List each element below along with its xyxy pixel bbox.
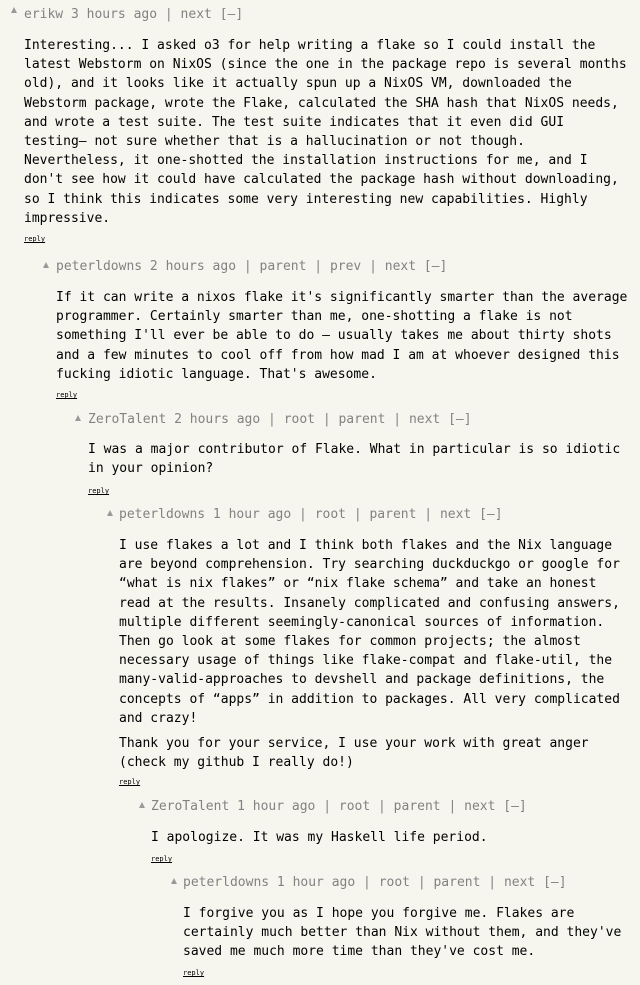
reply-link[interactable]: reply — [56, 391, 78, 399]
comment-age[interactable]: 1 hour ago — [276, 875, 356, 890]
comment-user[interactable]: ZeroTalent — [151, 799, 230, 814]
comment-age[interactable]: 2 hours ago — [174, 412, 261, 427]
nav-next-link[interactable]: next — [439, 507, 472, 522]
collapse-toggle[interactable]: [–] — [479, 507, 503, 522]
comment-header: peterldowns 1 hour ago | root | parent | next [–] — [183, 875, 567, 890]
upvote-arrow-icon[interactable] — [43, 262, 49, 268]
nav-parent-link[interactable]: parent — [259, 259, 307, 274]
comment-header: peterldowns 2 hours ago | parent | prev | next [–] — [56, 259, 448, 274]
reply-link-wrap — [56, 390, 77, 400]
reply-link-wrap — [88, 486, 109, 496]
nav-root-link[interactable]: root — [378, 875, 410, 890]
nav-root-link[interactable]: root — [283, 412, 315, 427]
reply-link-wrap — [119, 777, 140, 787]
nav-parent-link[interactable]: parent — [338, 412, 386, 427]
comment-user[interactable]: erikw — [24, 7, 64, 22]
upvote-arrow-icon[interactable] — [75, 415, 81, 421]
reply-link[interactable]: reply — [119, 778, 141, 786]
reply-link[interactable]: reply — [183, 969, 205, 977]
collapse-toggle[interactable]: [–] — [503, 799, 527, 814]
nav-parent-link[interactable]: parent — [433, 875, 481, 890]
comment-header: peterldowns 1 hour ago | root | parent | next [–] — [119, 507, 503, 522]
comment-user[interactable]: peterldowns — [183, 875, 270, 890]
comment-text — [183, 904, 634, 968]
collapse-toggle[interactable]: [–] — [423, 259, 448, 274]
nav-next-link[interactable]: next — [180, 7, 212, 22]
nav-root-link[interactable]: root — [338, 799, 371, 814]
nav-next-link[interactable]: next — [384, 259, 417, 274]
upvote-arrow-icon[interactable] — [11, 7, 17, 13]
reply-link[interactable]: reply — [88, 487, 110, 495]
comment-header: ZeroTalent 2 hours ago | root | parent | next [–] — [88, 412, 472, 427]
comment-text — [24, 36, 634, 234]
comment-text — [88, 440, 634, 484]
comment-text — [56, 288, 634, 390]
nav-next-link[interactable]: next — [503, 875, 536, 890]
nav-next-link[interactable]: next — [408, 412, 441, 427]
reply-link-wrap — [24, 234, 45, 244]
comment-paragraph: Thank you for your service, I use your work with great anger (check my github I really do!) — [119, 736, 589, 771]
comment-header: ZeroTalent 1 hour ago | root | parent | next [–] — [151, 799, 527, 814]
reply-link[interactable]: reply — [24, 235, 46, 243]
comment-age[interactable]: 3 hours ago — [70, 7, 158, 22]
comment-paragraph: I apologize. It was my Haskell life period. — [151, 830, 488, 845]
nav-parent-link[interactable]: parent — [393, 799, 441, 814]
upvote-arrow-icon[interactable] — [171, 878, 177, 884]
comment-text — [151, 828, 634, 853]
upvote-arrow-icon[interactable] — [107, 510, 113, 516]
reply-link[interactable]: reply — [151, 855, 173, 863]
nav-prev-link[interactable]: prev — [329, 259, 362, 274]
comment-age[interactable]: 2 hours ago — [149, 259, 237, 274]
comment-text — [119, 536, 634, 778]
comment-paragraph: If it can write a nixos flake it's significantly smarter than the average programmer. Certainly smarter than me, one-shotting a flake is not something I'll ever be able to do — usually takes me about thirty shots and a few minutes to cool off from how mad I am at whoever designed this fucking idiotic language. That's awesome. — [56, 290, 628, 382]
comment-paragraph: I forgive you as I hope you forgive me. Flakes are certainly much better than Nix without them, and they've saved me much more time than they've cost me. — [183, 906, 622, 960]
collapse-toggle[interactable]: [–] — [448, 412, 472, 427]
comment-user[interactable]: peterldowns — [119, 507, 206, 522]
comment-header: erikw 3 hours ago | next [–] — [24, 7, 244, 22]
comment-age[interactable]: 1 hour ago — [212, 507, 292, 522]
collapse-toggle[interactable]: [–] — [543, 875, 567, 890]
reply-link-wrap — [183, 968, 204, 978]
comment-age[interactable]: 1 hour ago — [237, 799, 316, 814]
nav-parent-link[interactable]: parent — [369, 507, 417, 522]
comment-paragraph: I was a major contributor of Flake. What in particular is so idiotic in your opinion? — [88, 442, 621, 477]
collapse-toggle[interactable]: [–] — [219, 7, 244, 22]
comment-user[interactable]: peterldowns — [56, 259, 143, 274]
nav-next-link[interactable]: next — [464, 799, 496, 814]
nav-root-link[interactable]: root — [314, 507, 346, 522]
comment-paragraph: I use flakes a lot and I think both flakes and the Nix language are beyond comprehension. Try searching duckduckgo or google for “what is nix flakes” or “nix flake schema” and take an honest read at the results. Insanely complicated and confusing answers, multiple different seemingly-canonical sources of information. Then go look at some flakes for common projects; the almost necessary usage of things like flake-compat and flake-util, the many-valid-approaches to devshell and package definitions, the concepts of “apps” in addition to packages. All very complicated and crazy! — [119, 538, 620, 726]
comment-paragraph: Interesting... I asked o3 for help writing a flake so I could install the latest Webstorm on NixOS (since the one in the package repo is several months old), and it looks like it actually spun up a NixOS VM, downloaded the Webstorm package, wrote the Flake, calculated the SHA hash that NixOS needs, and wrote a test suite. The test suite indicates that it even did GUI testing– not sure whether that is a hallucination or not though. Nevertheless, it one-shotted the installation instructions for me, and I don't see how it could have calculated the package hash without downloading, so I think this indicates some very interesting new capabilities. Highly impressive. — [24, 38, 627, 226]
reply-link-wrap — [151, 854, 172, 864]
upvote-arrow-icon[interactable] — [139, 802, 145, 808]
comment-user[interactable]: ZeroTalent — [88, 412, 167, 427]
